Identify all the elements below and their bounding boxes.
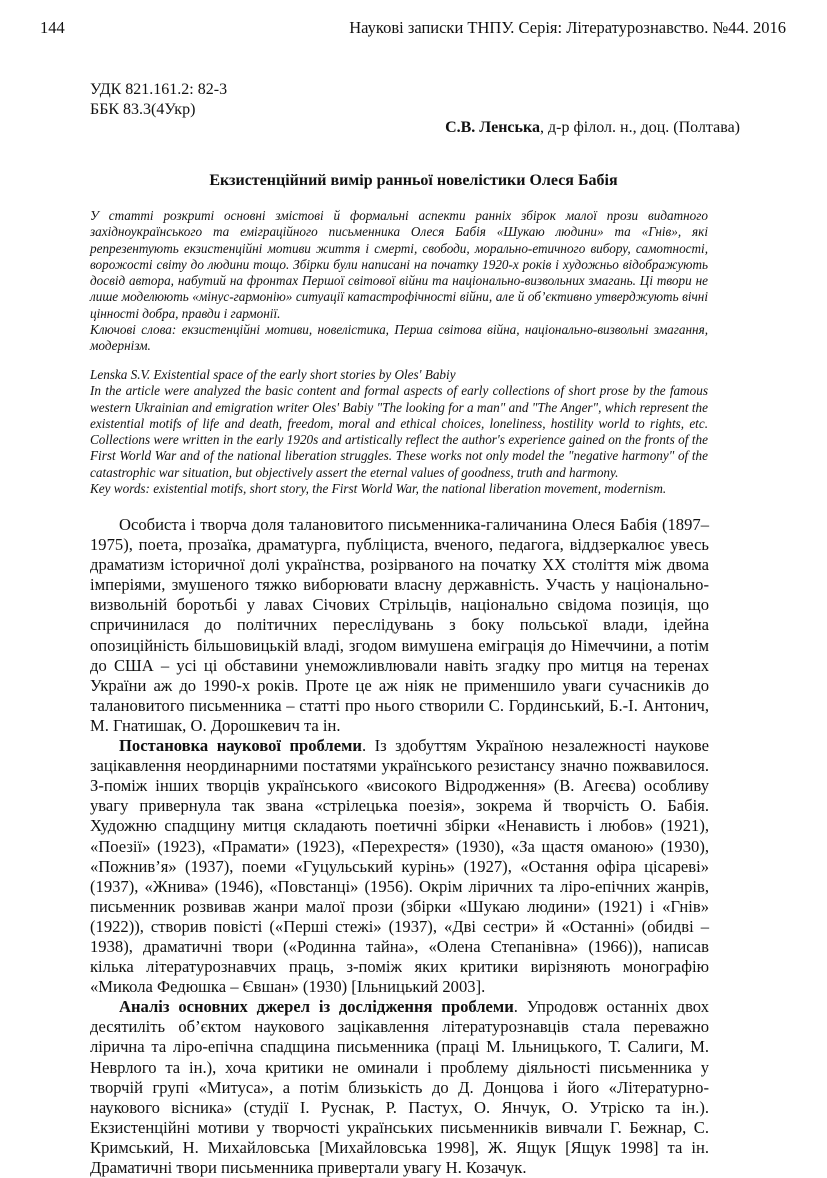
author-details: , д-р філол. н., доц. (Полтава) <box>539 119 740 136</box>
paragraph-problem: Постановка наукової проблеми. Із здобуттям Україною незалежності наукове зацікавлення неординарними постатями українського резистансу значно пожвавилося. З-поміж інших творців українського «високого Відродження» (В. Агеєва) особливу увагу привернула так звана «стрілецька поезія», зокрема й творчість О. Бабія. Художню спадщину митця складають поетичні збірки «Ненависть і любов» (1921), «Поезії» (1923), «Прамати» (1923), «Перехрестя» (1930), «За щастя оманою» (1930), «Пожнив’я» (1937), поеми «Гуцульський курінь» (1927), «Остання офіра цісареві» (1937), «Жнива» (1946), «Повстанці» (1956). Окрім ліричних та ліро-епічних жанрів, письменник розвивав жанри малої прози (збірки «Шукаю людини» (1921) і «Гнів» (1922)), створив повісті («Перші стежі» (1937), «Дві сестри» й «Останні» (обидві – 1938), драматичні твори («Родинна тайна», «Олена Степанівна» (1966)), написав кілька літературознавчих праць, з-поміж яких критики вирізняють монографію «Микола Федюшка – Євшан» (1930) [Ільницький 2003]. <box>90 736 709 997</box>
section-lead-problem: Постановка наукової проблеми <box>119 736 362 756</box>
bbk-code: ББК 83.3(4Укр) <box>90 101 196 118</box>
running-header <box>40 16 786 40</box>
abstract-en <box>90 367 708 497</box>
classification-codes <box>90 80 227 120</box>
abstract-en-text: In the article were analyzed the basic content and formal aspects of early collections of short prose by the famous western Ukrainian and emigration writer Oles' Babiy "The looking for a man" and "The Anger", which represent the existential motifs of life and death, freedom, moral and ethical choices, loneliness, hostility world to rights, etc. Collections were written in the early 1920s and artistically reflect the author's experience gained on the fronts of the First World War and of the national liberation struggles. These works not only model the "negative harmony" of the catastrophic war situation, but objectively assert the eternal values of goodness, truth and harmony. <box>90 383 708 480</box>
paragraph-sources: Аналіз основних джерел із дослідження проблеми. Упродовж останніх двох десятиліть об’єктом наукового зацікавлення літературознавців стала переважно лірична та ліро-епічна спадщина письменника (праці М. Ільницького, Т. Салиги, М. Неврлого та ін.), хоча критики не оминали і проблему діяльності письменника у творчій групі «Митуса», а потім близькість до Д. Донцова і його «Літературно-наукового вісника» (студії І. Руснак, Р. Пастух, О. Янчук, О. Утріско та ін.). Екзистенційні мотиви у творчості українських письменників вивчали Г. Бежнар, С. Кримський, Н. Михайловська [Михайловська 1998], Ж. Ящук [Ящук 1998] та ін. Драматичні твори письменника привертали увагу Н. Козачук. <box>90 997 709 1177</box>
udk-code: УДК 821.161.2: 82-3 <box>90 81 228 98</box>
author-name: С.В. Ленська <box>445 119 540 136</box>
page-number: 144 <box>40 18 65 37</box>
paragraph-intro: Особиста і творча доля талановитого письменника-галичанина Олеся Бабія (1897–1975), поета, прозаїка, драматурга, публіциста, вченого, педагога, віддзеркалює увесь драматизм історичної долі українства, розірваного на початку ХХ століття між двома імперіями, змушеного тяжко виборювати власну державність. Участь у національно-визвольній боротьбі у лавах Січових Стрільців, національно свідома позиція, що спричинилася до політичних переслідувань з боку польської влади, ідейна опозиційність більшовицькій владі, згодом вимушена еміграція до Німеччини, а потім до США – усі ці обставини унеможливлювали навіть згадку про митця на теренах України аж до 1990-х років. Проте це аж ніяк не применшило уваги сучасників до талановитого письменника – статті про нього створили С. Гординський, Б.-І. Антонич, М. Гнатишак, О. Дорошкевич та ін. <box>90 515 709 735</box>
article-title: Екзистенційний вимір ранньої новелістики Олеся Бабія <box>209 172 618 189</box>
journal-title: Наукові записки ТНПУ. Серія: Літературознавство. №44. 2016 <box>349 18 786 37</box>
section-lead-sources: Аналіз основних джерел із дослідження проблеми <box>119 997 514 1017</box>
abstract-en-title: Lenska S.V. Existential space of the early short stories by Oles' Babiy <box>90 367 456 382</box>
abstract-ua-text: У статті розкриті основні змістові й формальні аспекти ранніх збірок малої прози видатного західноукраїнського та еміграційного письменника Олеся Бабія «Шукаю людини» та «Гнів», які репрезентують екзистенційні мотиви життя і смерті, свободи, морально-етичного вибору, самотності, ворожості світу до людини тощо. Збірки були написані на початку 1920-х років і художньо відображують досвід автора, набутий на фронтах Першої світової війни та національно-визвольних змагань. Ці твори не лише моделюють «мінус-гармонію» ситуації катастрофічності війни, але й об’єктивно утверджують вічні цінності добра, правди і гармонії. <box>90 208 708 321</box>
author-line <box>445 119 740 137</box>
keywords-ua: Ключові слова: екзистенційні мотиви, новелістика, Перша світова війна, національно-визвольні змагання, модернізм. <box>90 322 708 354</box>
abstract-ua <box>90 208 708 355</box>
article-body <box>90 515 709 1178</box>
keywords-en: Key words: existential motifs, short story, the First World War, the national liberation movement, modernism. <box>90 481 667 497</box>
